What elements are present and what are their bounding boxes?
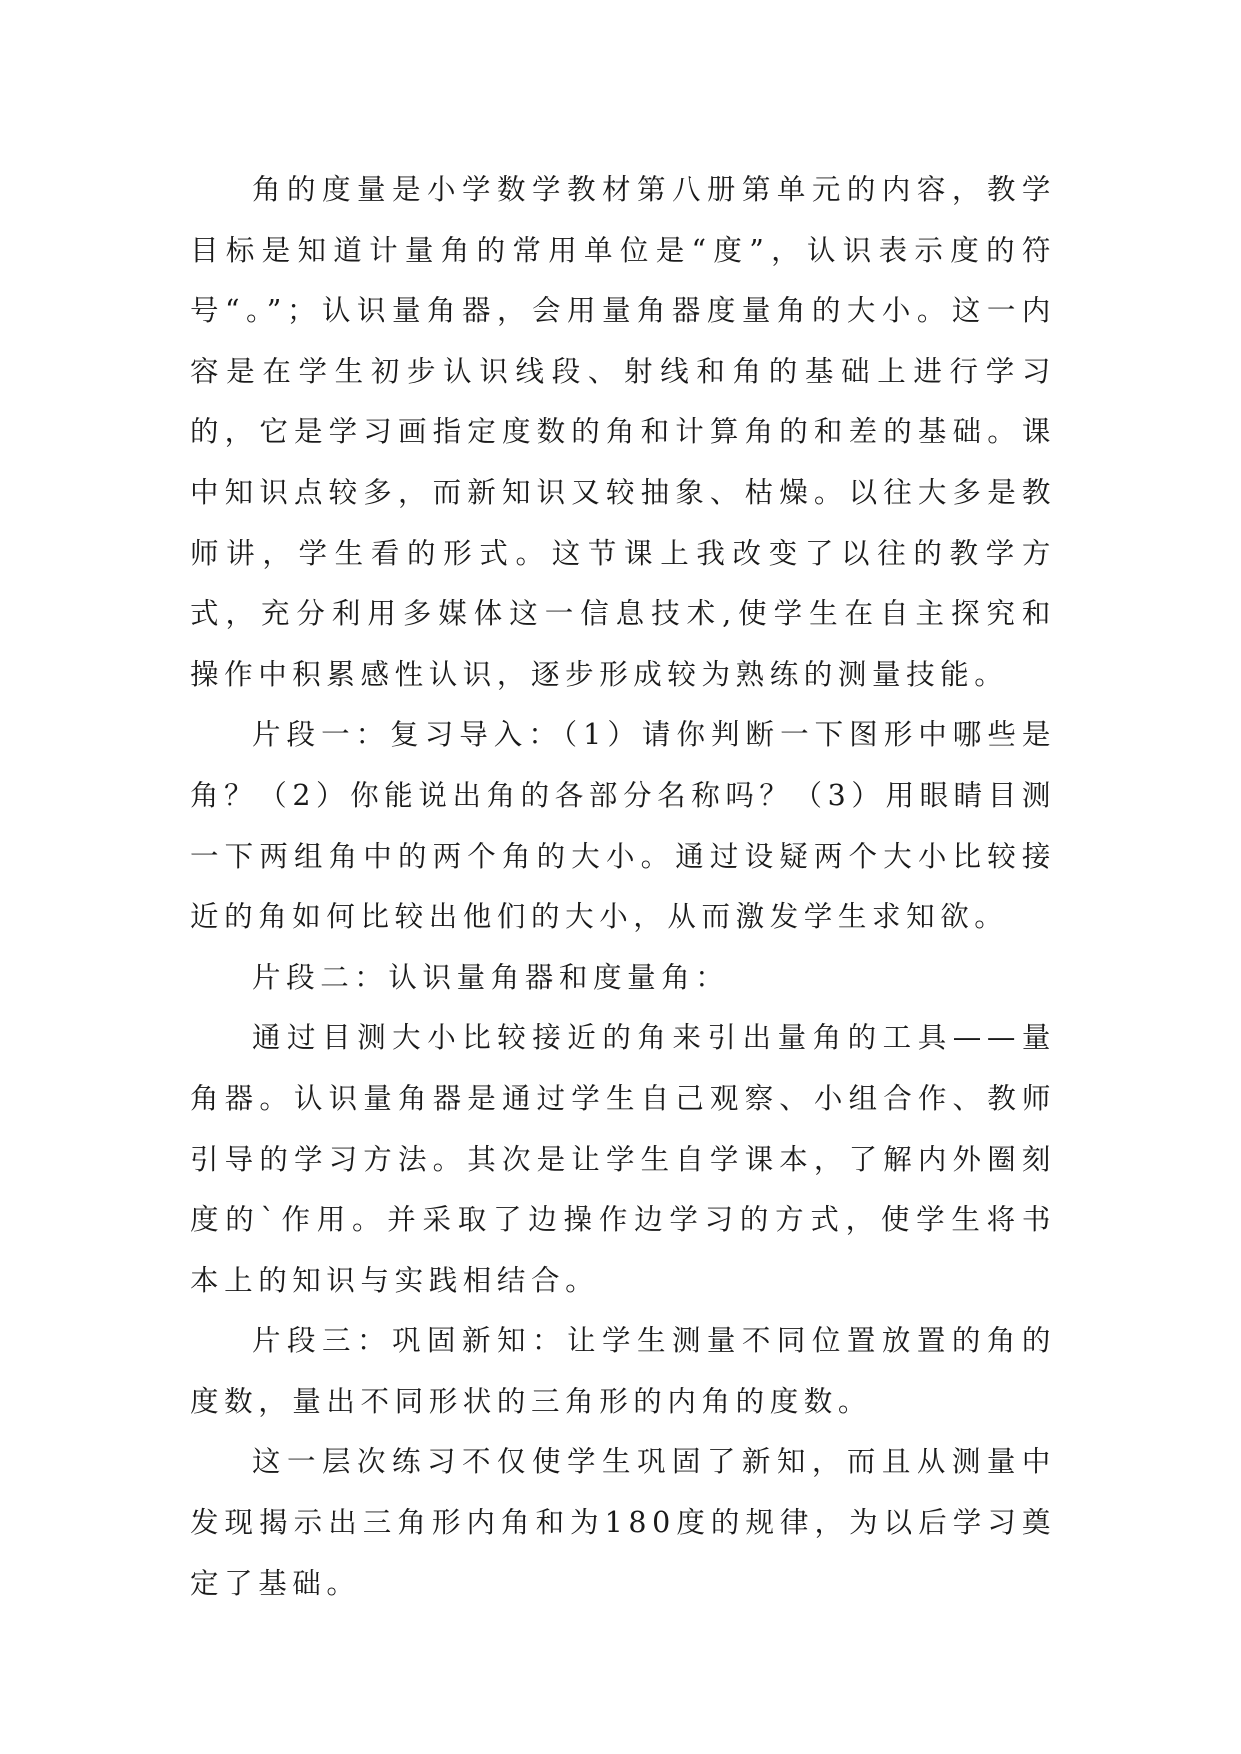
paragraph-intro: 角的度量是小学数学教材第八册第单元的内容，教学目标是知道计量角的常用单位是“度”，认识表示度的符号“。”；认识量角器，会用量角器度量角的大小。这一内容是在学生初步认识线段、射线和角的基础上进行学习的，它是学习画指定度数的角和计算角的和差的基础。课中知识点较多，而新知识又较抽象、枯燥。以往大多是教师讲，学生看的形式。这节课上我改变了以往的教学方式，充分利用多媒体这一信息技术,使学生在自主探究和操作中积累感性认识，逐步形成较为熟练的测量技能。 <box>190 173 1056 691</box>
document-body <box>190 160 1056 1614</box>
paragraph-conclusion: 这一层次练习不仅使学生巩固了新知，而且从测量中发现揭示出三角形内角和为180度的规律，为以后学习奠定了基础。 <box>190 1445 1056 1600</box>
paragraph-segment-one: 片段一：复习导入：（1）请你判断一下图形中哪些是角？（2）你能说出角的各部分名称吗？（3）用眼睛目测一下两组角中的两个角的大小。通过设疑两个大小比较接近的角如何比较出他们的大小，从而激发学生求知欲。 <box>190 718 1056 934</box>
paragraph-segment-three: 片段三：巩固新知：让学生测量不同位置放置的角的度数，量出不同形状的三角形的内角的度数。 <box>190 1324 1056 1418</box>
paragraph-segment-two-body: 通过目测大小比较接近的角来引出量角的工具——量角器。认识量角器是通过学生自己观察、小组合作、教师引导的学习方法。其次是让学生自学课本，了解内外圈刻度的`作用。并采取了边操作边学习的方式，使学生将书本上的知识与实践相结合。 <box>190 1021 1056 1297</box>
paragraph-segment-two-heading: 片段二：认识量角器和度量角： <box>252 960 730 994</box>
